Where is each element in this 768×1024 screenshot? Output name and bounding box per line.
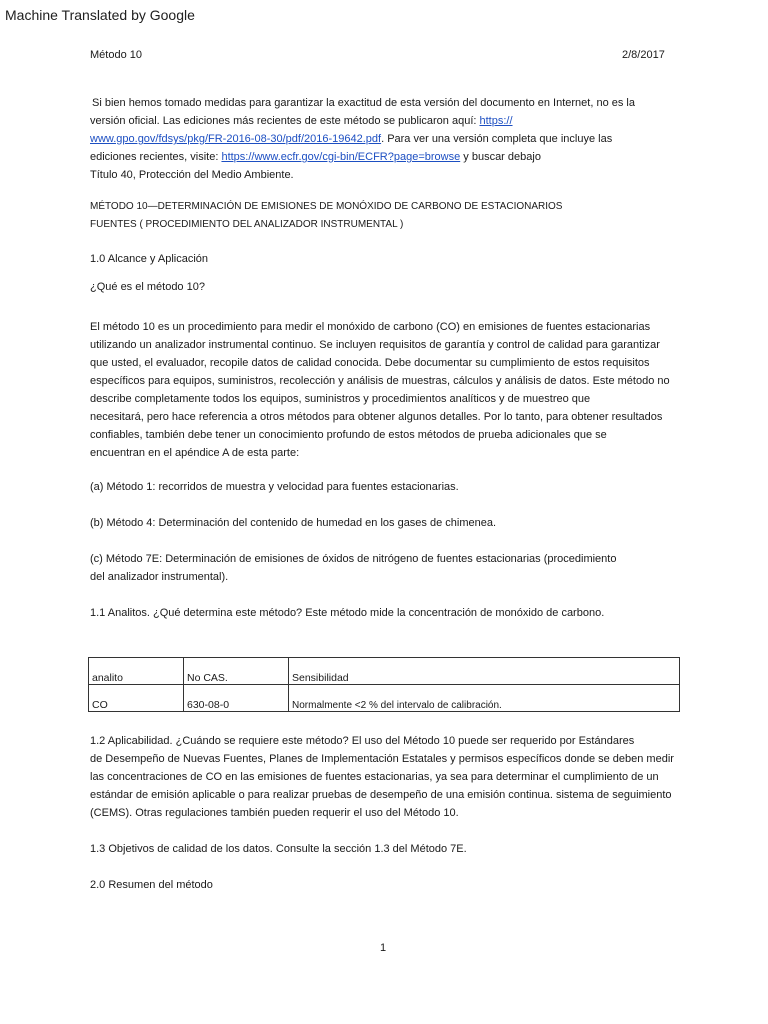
- method-title: [90, 198, 680, 234]
- section-1-3: 1.3 Objetivos de calidad de los datos. Consulte la sección 1.3 del Método 7E.: [90, 843, 467, 855]
- table-header-row: [89, 658, 680, 685]
- body-line: encuentran en el apéndice A de esta parte:: [90, 447, 300, 459]
- body-line: confiables, también debe tener un conocimiento profundo de estos métodos de prueba adicionales que se: [90, 429, 607, 441]
- table-cell: 630-08-0: [184, 685, 289, 712]
- gpo-link[interactable]: www.gpo.gov/fdsys/pkg/FR-2016-08-30/pdf/2016-19642.pdf: [90, 133, 382, 145]
- section-1-question: ¿Qué es el método 10?: [90, 281, 205, 293]
- table-header-cell: Sensibilidad: [289, 658, 680, 685]
- method-title-line: MÉTODO 10—DETERMINACIÓN DE EMISIONES DE MONÓXIDO DE CARBONO DE ESTACIONARIOS: [90, 201, 563, 212]
- translation-banner: [0, 0, 768, 32]
- table-cell: CO: [89, 685, 184, 712]
- body-line: El método 10 es un procedimiento para medir el monóxido de carbono (CO) en emisiones de fuentes estacionarias: [90, 321, 651, 333]
- section-2-heading: 2.0 Resumen del método: [90, 879, 213, 891]
- section-1-body: [90, 318, 680, 462]
- list-item-c-line: del analizador instrumental).: [90, 571, 229, 583]
- intro-line: versión oficial. Las ediciones más recientes de este método se publicaron aquí:: [90, 115, 480, 127]
- list-item-b: (b) Método 4: Determinación del contenido de humedad en los gases de chimenea.: [90, 517, 497, 529]
- list-item-c: [90, 550, 680, 586]
- body-line: que usted, el evaluador, recopile datos de calidad conocida. Debe documentar su cumplimiento de estos requisitos: [90, 357, 650, 369]
- intro-paragraph: [90, 94, 680, 184]
- document-page: [0, 32, 768, 1024]
- section-1-2-line: las concentraciones de CO en las emisiones de fuentes estacionarias, ya sea para determinar el cumplimiento de un: [90, 771, 659, 783]
- section-1-2-line: (CEMS). Otras regulaciones también pueden requerir el uso del Método 10.: [90, 807, 459, 819]
- section-1-2: [90, 732, 680, 822]
- intro-line: ediciones recientes, visite:: [90, 151, 222, 163]
- intro-line: Título 40, Protección del Medio Ambiente.: [90, 169, 294, 181]
- page-number: 1: [380, 942, 387, 954]
- analyte-table: [88, 657, 680, 712]
- gpo-link[interactable]: https://: [479, 115, 513, 127]
- section-1-1: 1.1 Analitos. ¿Qué determina este método? Este método mide la concentración de monóxido de carbono.: [90, 607, 605, 619]
- intro-line: y buscar debajo: [460, 151, 541, 163]
- header-method: Método 10: [90, 49, 142, 61]
- intro-line: Si bien hemos tomado medidas para garantizar la exactitud de esta versión del documento en Internet, no es la: [92, 97, 635, 109]
- intro-line: . Para ver una versión completa que incluye las: [381, 133, 613, 145]
- list-item-c-line: (c) Método 7E: Determinación de emisiones de óxidos de nitrógeno de fuentes estacionarias (procedimiento: [90, 553, 617, 565]
- body-line: describe completamente todos los equipos, suministros y procedimientos analíticos y de muestreo que: [90, 393, 591, 405]
- body-line: específicos para equipos, suministros, recolección y análisis de muestras, cálculos y análisis de datos. Este método no: [90, 375, 670, 387]
- ecfr-link[interactable]: https://www.ecfr.gov/cgi-bin/ECFR?page=browse: [221, 151, 461, 163]
- section-1-2-line: de Desempeño de Nuevas Fuentes, Planes de Implementación Estatales y permisos específicos donde se deben medir: [90, 753, 674, 765]
- list-item-a: (a) Método 1: recorridos de muestra y velocidad para fuentes estacionarias.: [90, 481, 459, 493]
- section-1-heading: 1.0 Alcance y Aplicación: [90, 253, 209, 265]
- section-1-2-line: estándar de emisión aplicable o para realizar pruebas de desempeño de una emisión continua. sistema de seguimiento: [90, 789, 672, 801]
- method-title-line: FUENTES ( PROCEDIMIENTO DEL ANALIZADOR INSTRUMENTAL ): [90, 219, 404, 230]
- body-line: necesitará, pero hace referencia a otros métodos para obtener algunos detalles. Por lo tanto, para obtener resultados: [90, 411, 663, 423]
- table-header-cell: analito: [89, 658, 184, 685]
- table-header-cell: No CAS.: [184, 658, 289, 685]
- body-line: utilizando un analizador instrumental continuo. Se incluyen requisitos de garantía y control de calidad para garantizar: [90, 339, 660, 351]
- table-row: [89, 685, 680, 712]
- header-date: 2/8/2017: [622, 49, 665, 61]
- section-1-2-line: 1.2 Aplicabilidad. ¿Cuándo se requiere este método? El uso del Método 10 puede ser requerido por Estándares: [90, 735, 635, 747]
- table-cell: Normalmente <2 % del intervalo de calibración.: [289, 685, 680, 712]
- banner-text: Machine Translated by Google: [5, 7, 195, 23]
